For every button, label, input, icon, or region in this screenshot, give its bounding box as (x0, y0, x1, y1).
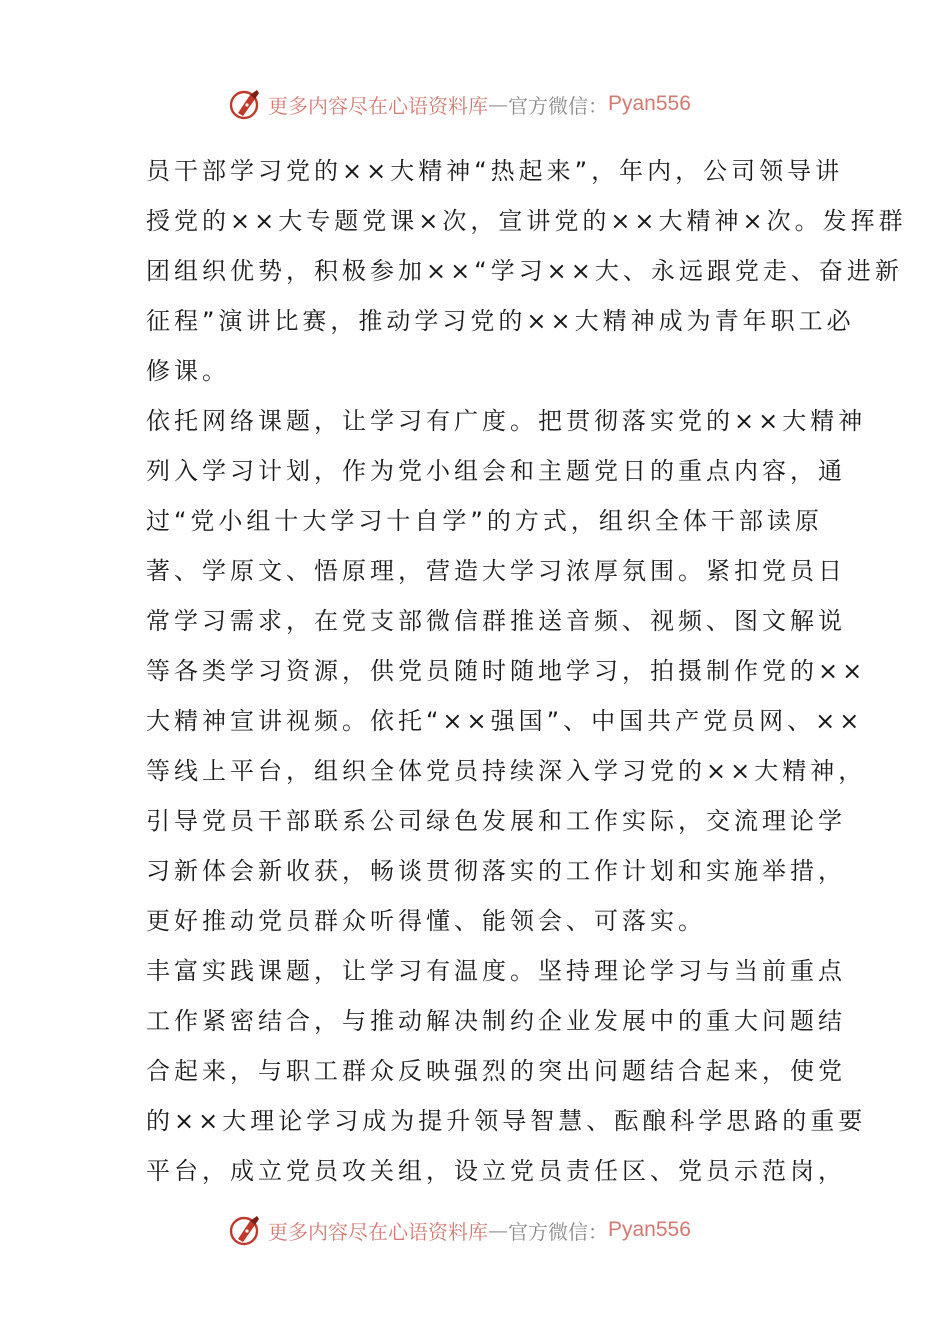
watermark-handle-label: 官方微信： (508, 1219, 608, 1244)
text-line: 工作紧密结合，与推动解决制约企业发展中的重大问题结 (146, 1007, 846, 1035)
watermark-wechat-id: Pyan556 (608, 1218, 691, 1241)
watermark-dash: — (488, 92, 508, 116)
text-line: 常学习需求，在党支部微信群推送音频、视频、图文解说 (146, 607, 846, 635)
pen-nib-logo-icon (228, 86, 264, 122)
text-line: 员干部学习党的××大精神“热起来”，年内，公司领导讲 (146, 157, 844, 185)
text-line: 授党的××大专题党课×次，宣讲党的××大精神×次。发挥群 (146, 207, 907, 235)
watermark-dash: — (488, 1218, 508, 1242)
text-line: 丰富实践课题，让学习有温度。坚持理论学习与当前重点 (146, 957, 846, 985)
text-line: 依托网络课题，让学习有广度。把贯彻落实党的××大精神 (146, 407, 867, 435)
header-watermark (228, 84, 691, 124)
text-line: 等各类学习资源，供党员随时随地学习，拍摄制作党的×× (146, 657, 867, 685)
text-line: 过“党小组十大学习十自学”的方式，组织全体干部读原 (146, 507, 823, 535)
text-line: 著、学原文、悟原理，营造大学习浓厚氛围。紧扣党员日 (146, 557, 846, 585)
text-line: 团组织优势，积极参加××“学习××大、永远跟党走、奋进新 (146, 257, 903, 285)
text-line: 更好推动党员群众听得懂、能领会、可落实。 (146, 907, 706, 935)
text-line: 修课。 (146, 357, 230, 385)
text-line: 引导党员干部联系公司绿色发展和工作实际，交流理论学 (146, 807, 846, 835)
footer-watermark (228, 1210, 691, 1250)
watermark-handle-label: 官方微信： (508, 93, 608, 118)
text-line: 平台，成立党员攻关组，设立党员责任区、党员示范岗， (146, 1157, 846, 1185)
text-line: 习新体会新收获，畅谈贯彻落实的工作计划和实施举措， (146, 857, 846, 885)
text-line: 合起来，与职工群众反映强烈的突出问题结合起来，使党 (146, 1057, 846, 1085)
watermark-brand: 更多内容尽在心语资料库 (268, 1219, 488, 1244)
text-line: 的××大理论学习成为提升领导智慧、酝酿科学思路的重要 (146, 1107, 867, 1135)
text-line: 等线上平台，组织全体党员持续深入学习党的××大精神， (146, 757, 867, 785)
watermark-brand: 更多内容尽在心语资料库 (268, 93, 488, 118)
text-line: 征程”演讲比赛，推动学习党的××大精神成为青年职工必 (146, 307, 855, 335)
text-line: 列入学习计划，作为党小组会和主题党日的重点内容，通 (146, 457, 846, 485)
pen-nib-logo-icon (228, 1212, 264, 1248)
document-body (146, 146, 907, 1196)
text-line: 大精神宣讲视频。依托“××强国”、中国共产党员网、×× (146, 707, 864, 735)
watermark-wechat-id: Pyan556 (608, 92, 691, 115)
